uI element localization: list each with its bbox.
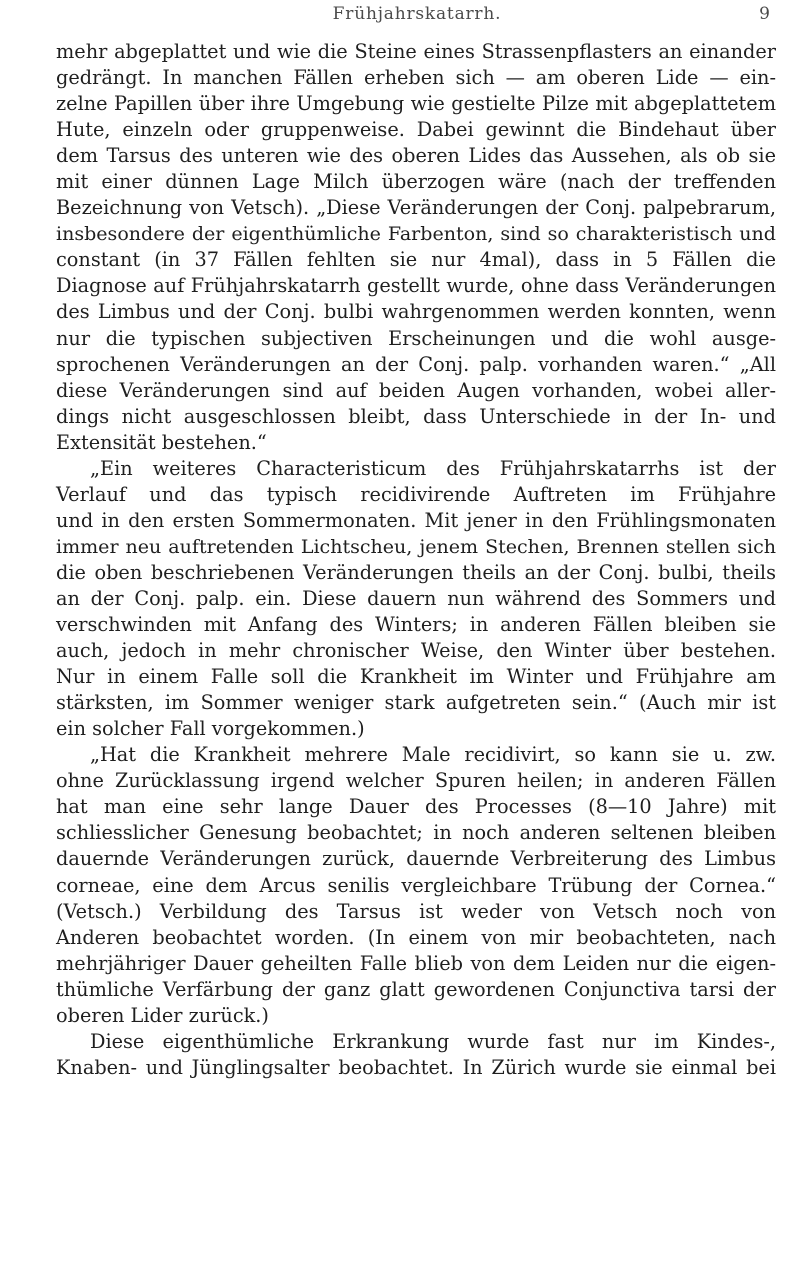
text-line: diese Veränderungen sind auf beiden Augen vorhanden, wobei aller- xyxy=(56,378,776,402)
text-line: verschwinden mit Anfang des Winters; in anderen Fällen bleiben sie xyxy=(56,613,776,637)
text-line: mehrjähriger Dauer geheilten Falle blieb von dem Leiden nur die eigen- xyxy=(56,951,776,975)
text-line: Verlauf und das typisch recidivirende Auftreten im Frühjahre xyxy=(56,482,776,506)
text-line: dings nicht ausgeschlossen bleibt, dass Unterschiede in der In- und xyxy=(56,404,776,428)
text-line: Knaben- und Jünglingsalter beobachtet. In Zürich wurde sie einmal bei xyxy=(56,1055,776,1079)
text-line: thümliche Verfärbung der ganz glatt gewordenen Conjunctiva tarsi der xyxy=(56,977,776,1001)
text-line: (Vetsch.) Verbildung des Tarsus ist weder von Vetsch noch von xyxy=(56,899,776,923)
text-line: ein solcher Fall vorgekommen.) xyxy=(56,717,365,741)
text-line: schliesslicher Genesung beobachtet; in noch anderen seltenen bleiben xyxy=(56,821,776,845)
text-line: Diagnose auf Frühjahrskatarrh gestellt wurde, ohne dass Veränderungen xyxy=(56,274,776,298)
text-line: sprochenen Veränderungen an der Conj. palp. vorhanden waren.“ „All xyxy=(56,352,776,376)
text-line: mehr abgeplattet und wie die Steine eines Strassenpflasters an einander xyxy=(56,40,776,63)
text-line: immer neu auftretenden Lichtscheu, jenem Stechen, Brennen stellen sich xyxy=(56,535,776,558)
page-header xyxy=(58,4,776,32)
text-line: „Hat die Krankheit mehrere Male recidivirt, so kann sie u. zw. xyxy=(90,743,776,767)
text-line: corneae, eine dem Arcus senilis vergleichbare Trübung der Cornea.“ xyxy=(56,873,776,897)
text-line: Nur in einem Falle soll die Krankheit im Winter und Frühjahre am xyxy=(56,665,776,689)
text-line: zelne Papillen über ihre Umgebung wie gestielte Pilze mit abgeplattetem xyxy=(56,92,776,116)
text-line: constant (in 37 Fällen fehlten sie nur 4mal), dass in 5 Fällen die xyxy=(56,248,776,272)
text-line: „Ein weiteres Characteristicum des Frühjahrskatarrhs ist der xyxy=(90,456,776,480)
text-line: Bezeichnung von Vetsch). „Diese Veränderungen der Conj. palpebrarum, xyxy=(56,196,776,220)
text-line: Anderen beobachtet worden. (In einem von mir beobachteten, nach xyxy=(56,925,776,949)
text-line: oberen Lider zurück.) xyxy=(56,1003,269,1027)
text-line: Extensität bestehen.“ xyxy=(56,430,267,454)
running-title: Frühjahrskatarrh. xyxy=(332,4,502,24)
text-line: an der Conj. palp. ein. Diese dauern nun während des Sommers und xyxy=(56,586,776,610)
text-line: insbesondere der eigenthümliche Farbenton, sind so charakteristisch und xyxy=(56,223,776,246)
text-line: des Limbus und der Conj. bulbi wahrgenommen werden konnten, wenn xyxy=(56,300,776,324)
text-line: auch, jedoch in mehr chronischer Weise, den Winter über bestehen. xyxy=(56,639,776,663)
page-number: 9 xyxy=(759,4,770,24)
text-line: nur die typischen subjectiven Erscheinungen und die wohl ausge- xyxy=(56,326,776,350)
text-line: mit einer dünnen Lage Milch überzogen wäre (nach der treffenden xyxy=(56,170,776,194)
text-line: stärksten, im Sommer weniger stark aufgetreten sein.“ (Auch mir ist xyxy=(56,691,776,715)
text-line: die oben beschriebenen Veränderungen theils an der Conj. bulbi, theils xyxy=(56,560,776,584)
text-line: hat man eine sehr lange Dauer des Processes (8—10 Jahre) mit xyxy=(56,795,776,819)
text-line: dauernde Veränderungen zurück, dauernde Verbreiterung des Limbus xyxy=(56,847,776,871)
text-line: ohne Zurücklassung irgend welcher Spuren heilen; in anderen Fällen xyxy=(56,769,776,793)
text-line: Diese eigenthümliche Erkrankung wurde fast nur im Kindes-, xyxy=(90,1029,776,1053)
body-text xyxy=(56,39,776,1081)
text-line: dem Tarsus des unteren wie des oberen Lides das Aussehen, als ob sie xyxy=(56,144,776,168)
text-line: und in den ersten Sommermonaten. Mit jener in den Frühlingsmonaten xyxy=(56,508,776,532)
text-line: gedrängt. In manchen Fällen erheben sich — am oberen Lide — ein- xyxy=(56,66,776,90)
text-line: Hute, einzeln oder gruppenweise. Dabei gewinnt die Bindehaut über xyxy=(56,118,776,142)
